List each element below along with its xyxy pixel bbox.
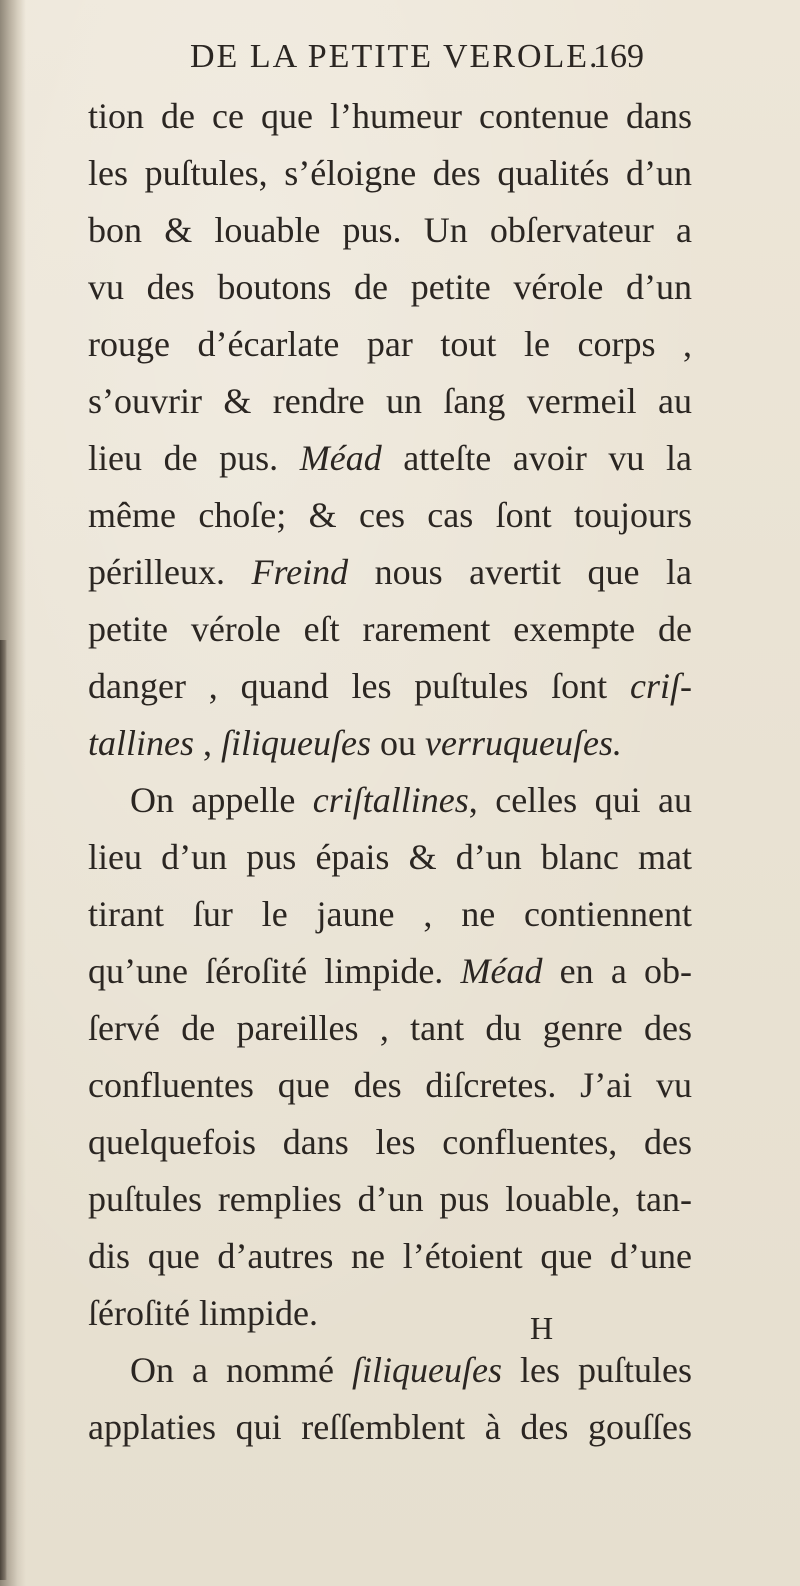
text-line: lieu d’un pus épais & d’un blanc mat <box>88 837 692 877</box>
author-name: Méad <box>460 951 543 991</box>
author-name: Méad <box>299 438 382 478</box>
text-line: s’ouvrir & rendre un ſang vermeil au <box>88 381 692 421</box>
text-line: vu des boutons de petite vérole d’un <box>88 267 692 307</box>
italic-term: tallines <box>88 723 194 763</box>
text-line: tirant ſur le jaune , ne contiennent <box>88 894 692 934</box>
page-header <box>0 38 800 88</box>
text-line: rouge d’écarlate par tout le corps , <box>88 324 692 364</box>
text-line: confluentes que des diſcretes. J’ai vu <box>88 1065 692 1105</box>
text-line: applaties qui reſſemblent à des gouſſes <box>88 1407 692 1447</box>
running-head: DE LA PETITE VEROLE. <box>190 38 600 75</box>
text-line: ſéroſité limpide. <box>88 1293 318 1333</box>
text-line: les puſtules, s’éloigne des qualités d’un <box>88 153 692 193</box>
body-text <box>88 88 692 1456</box>
text-line: On appelle criſtallines, celles qui au <box>130 780 693 820</box>
page-edge-shadow <box>0 640 7 1580</box>
italic-term: criſtallines <box>312 780 469 820</box>
text-line: lieu de pus. Méad atteſte avoir vu la <box>88 438 692 478</box>
text-line: qu’une ſéroſité limpide. Méad en a ob- <box>88 951 692 991</box>
italic-term: ſiliqueuſes <box>352 1350 502 1390</box>
text-line: petite vérole eſt rarement exempte de <box>88 609 692 649</box>
italic-term: criſ- <box>630 666 692 706</box>
text-line: dis que d’autres ne l’étoient que d’une <box>88 1236 692 1276</box>
italic-term: verruqueuſes. <box>424 723 622 763</box>
text-line: même choſe; & ces cas ſont toujours <box>88 495 692 535</box>
text-line: puſtules remplies d’un pus louable, tan- <box>88 1179 692 1219</box>
text-line: périlleux. Freind nous avertit que la <box>88 552 693 592</box>
text-line: tion de ce que l’humeur contenue dans <box>88 96 692 136</box>
signature-mark: H <box>530 1310 554 1346</box>
text-line: danger , quand les puſtules ſont criſ- <box>88 666 692 706</box>
text-line: quelquefois dans les confluentes, des <box>88 1122 692 1162</box>
author-name: Freind <box>251 552 349 592</box>
text-line: On a nommé ſiliqueuſes les puſtules <box>130 1350 692 1390</box>
text-line: ſervé de pareilles , tant du genre des <box>88 1008 692 1048</box>
page-number: 169 <box>593 38 644 75</box>
italic-term: ſiliqueuſes <box>221 723 371 763</box>
text-line: tallines , ſiliqueuſes ou verruqueuſes. <box>88 723 622 763</box>
text-line: bon & louable pus. Un obſervateur a <box>88 210 692 250</box>
